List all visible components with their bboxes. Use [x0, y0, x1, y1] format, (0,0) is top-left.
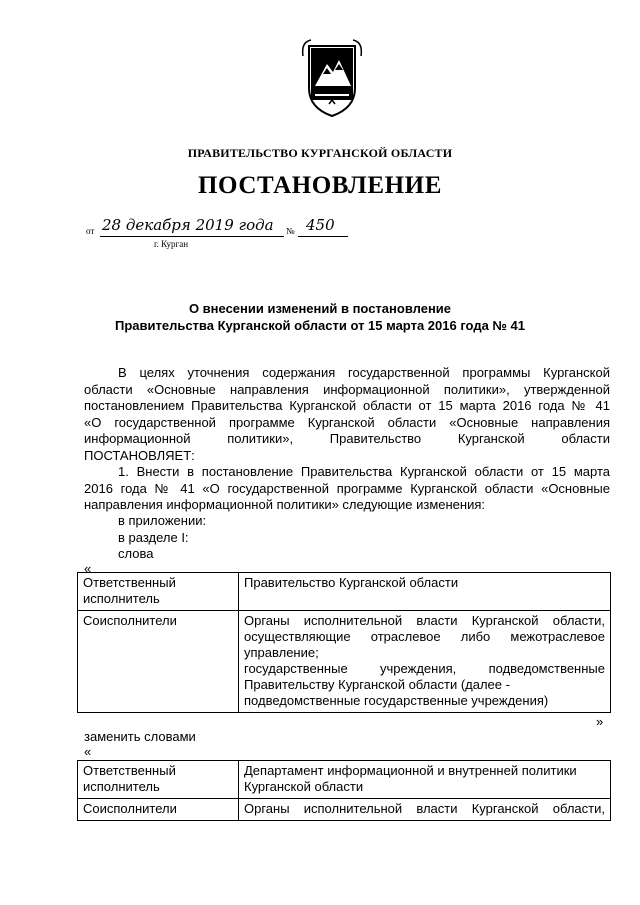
item-1-line-3: направления информационной политики» следующие изменения:	[84, 497, 485, 512]
table-row	[78, 611, 611, 713]
preamble-line-2: области «Основные направления информационной политики», утвержденной	[84, 381, 610, 397]
table-old-value-p3: подведомственные государственные учреждения)	[244, 693, 549, 708]
sub-items	[84, 513, 610, 563]
sub-appendix: в приложении:	[118, 513, 207, 528]
title-line-1: О внесении изменений в постановление	[188, 301, 452, 316]
table-new	[77, 760, 611, 821]
coat-of-arms-emblem	[301, 38, 363, 120]
number-prefix: №	[286, 226, 295, 236]
item-1	[84, 464, 610, 514]
number-value: 450	[306, 216, 335, 234]
city: г. Курган	[154, 239, 189, 249]
sub-words: слова	[118, 546, 154, 561]
table-old-value-p2: государственные учреждения, подведомственные Правительству Курганской области (далее -	[244, 661, 605, 692]
replace-text: заменить словами	[84, 729, 196, 744]
date-value: 28 декабря 2019 года	[102, 216, 274, 234]
table-row	[78, 573, 611, 611]
table-new-cell-value-1: Департамент информационной и внутренней политики Курганской области	[239, 761, 611, 799]
government-name: ПРАВИТЕЛЬСТВО КУРГАНСКОЙ ОБЛАСТИ	[187, 146, 453, 160]
date-prefix: от	[86, 226, 95, 236]
preamble-line-6: ПОСТАНОВЛЯЕТ:	[84, 447, 195, 463]
table-old-cell-value-1: Правительство Курганской области	[239, 573, 611, 611]
table-old	[77, 572, 611, 713]
sub-section: в разделе I:	[118, 529, 189, 545]
table-new-cell-value-2: Органы исполнительной власти Курганской области,	[239, 799, 611, 821]
preamble-line-4: «О государственной программе Курганской области «Основные направления	[84, 414, 610, 430]
title-line-2: Правительства Курганской области от 15 марта 2016 года № 41	[114, 318, 525, 333]
item-1-line-2: 2016 года № 41 «О государственной программе Курганской области «Основные	[84, 480, 610, 496]
item-1-line-1: 1. Внести в постановление Правительства Курганской области от 15 марта	[118, 464, 610, 479]
preamble-line-3: постановлением Правительства Курганской области от 15 марта 2016 года № 41	[84, 398, 610, 413]
table-new-cell-label-1: Ответственный исполнитель	[78, 761, 239, 799]
table-old-cell-value-2	[239, 611, 611, 713]
table-row	[78, 799, 611, 821]
table-old-cell-label-1: Ответственный исполнитель	[78, 573, 239, 611]
quote-close-1: »	[596, 714, 604, 729]
quote-open-2: «	[84, 744, 92, 759]
date-underline	[100, 236, 284, 237]
preamble-line-1: В целях уточнения содержания государственной программы Курганской	[118, 365, 610, 380]
preamble	[84, 365, 610, 464]
table-old-cell-label-2: Соисполнители	[78, 611, 239, 713]
number-underline	[298, 236, 348, 237]
table-old-value-p1: Органы исполнительной власти Курганской области, осуществляющие отраслевое либо межотраслевое управление;	[244, 613, 605, 660]
table-new-cell-label-2: Соисполнители	[78, 799, 239, 821]
document-title	[0, 300, 640, 334]
preamble-line-5: информационной политики», Правительство Курганской области	[84, 431, 610, 446]
quote-open-1: «	[84, 561, 92, 576]
document-type: ПОСТАНОВЛЕНИЕ	[197, 172, 443, 199]
table-row	[78, 761, 611, 799]
